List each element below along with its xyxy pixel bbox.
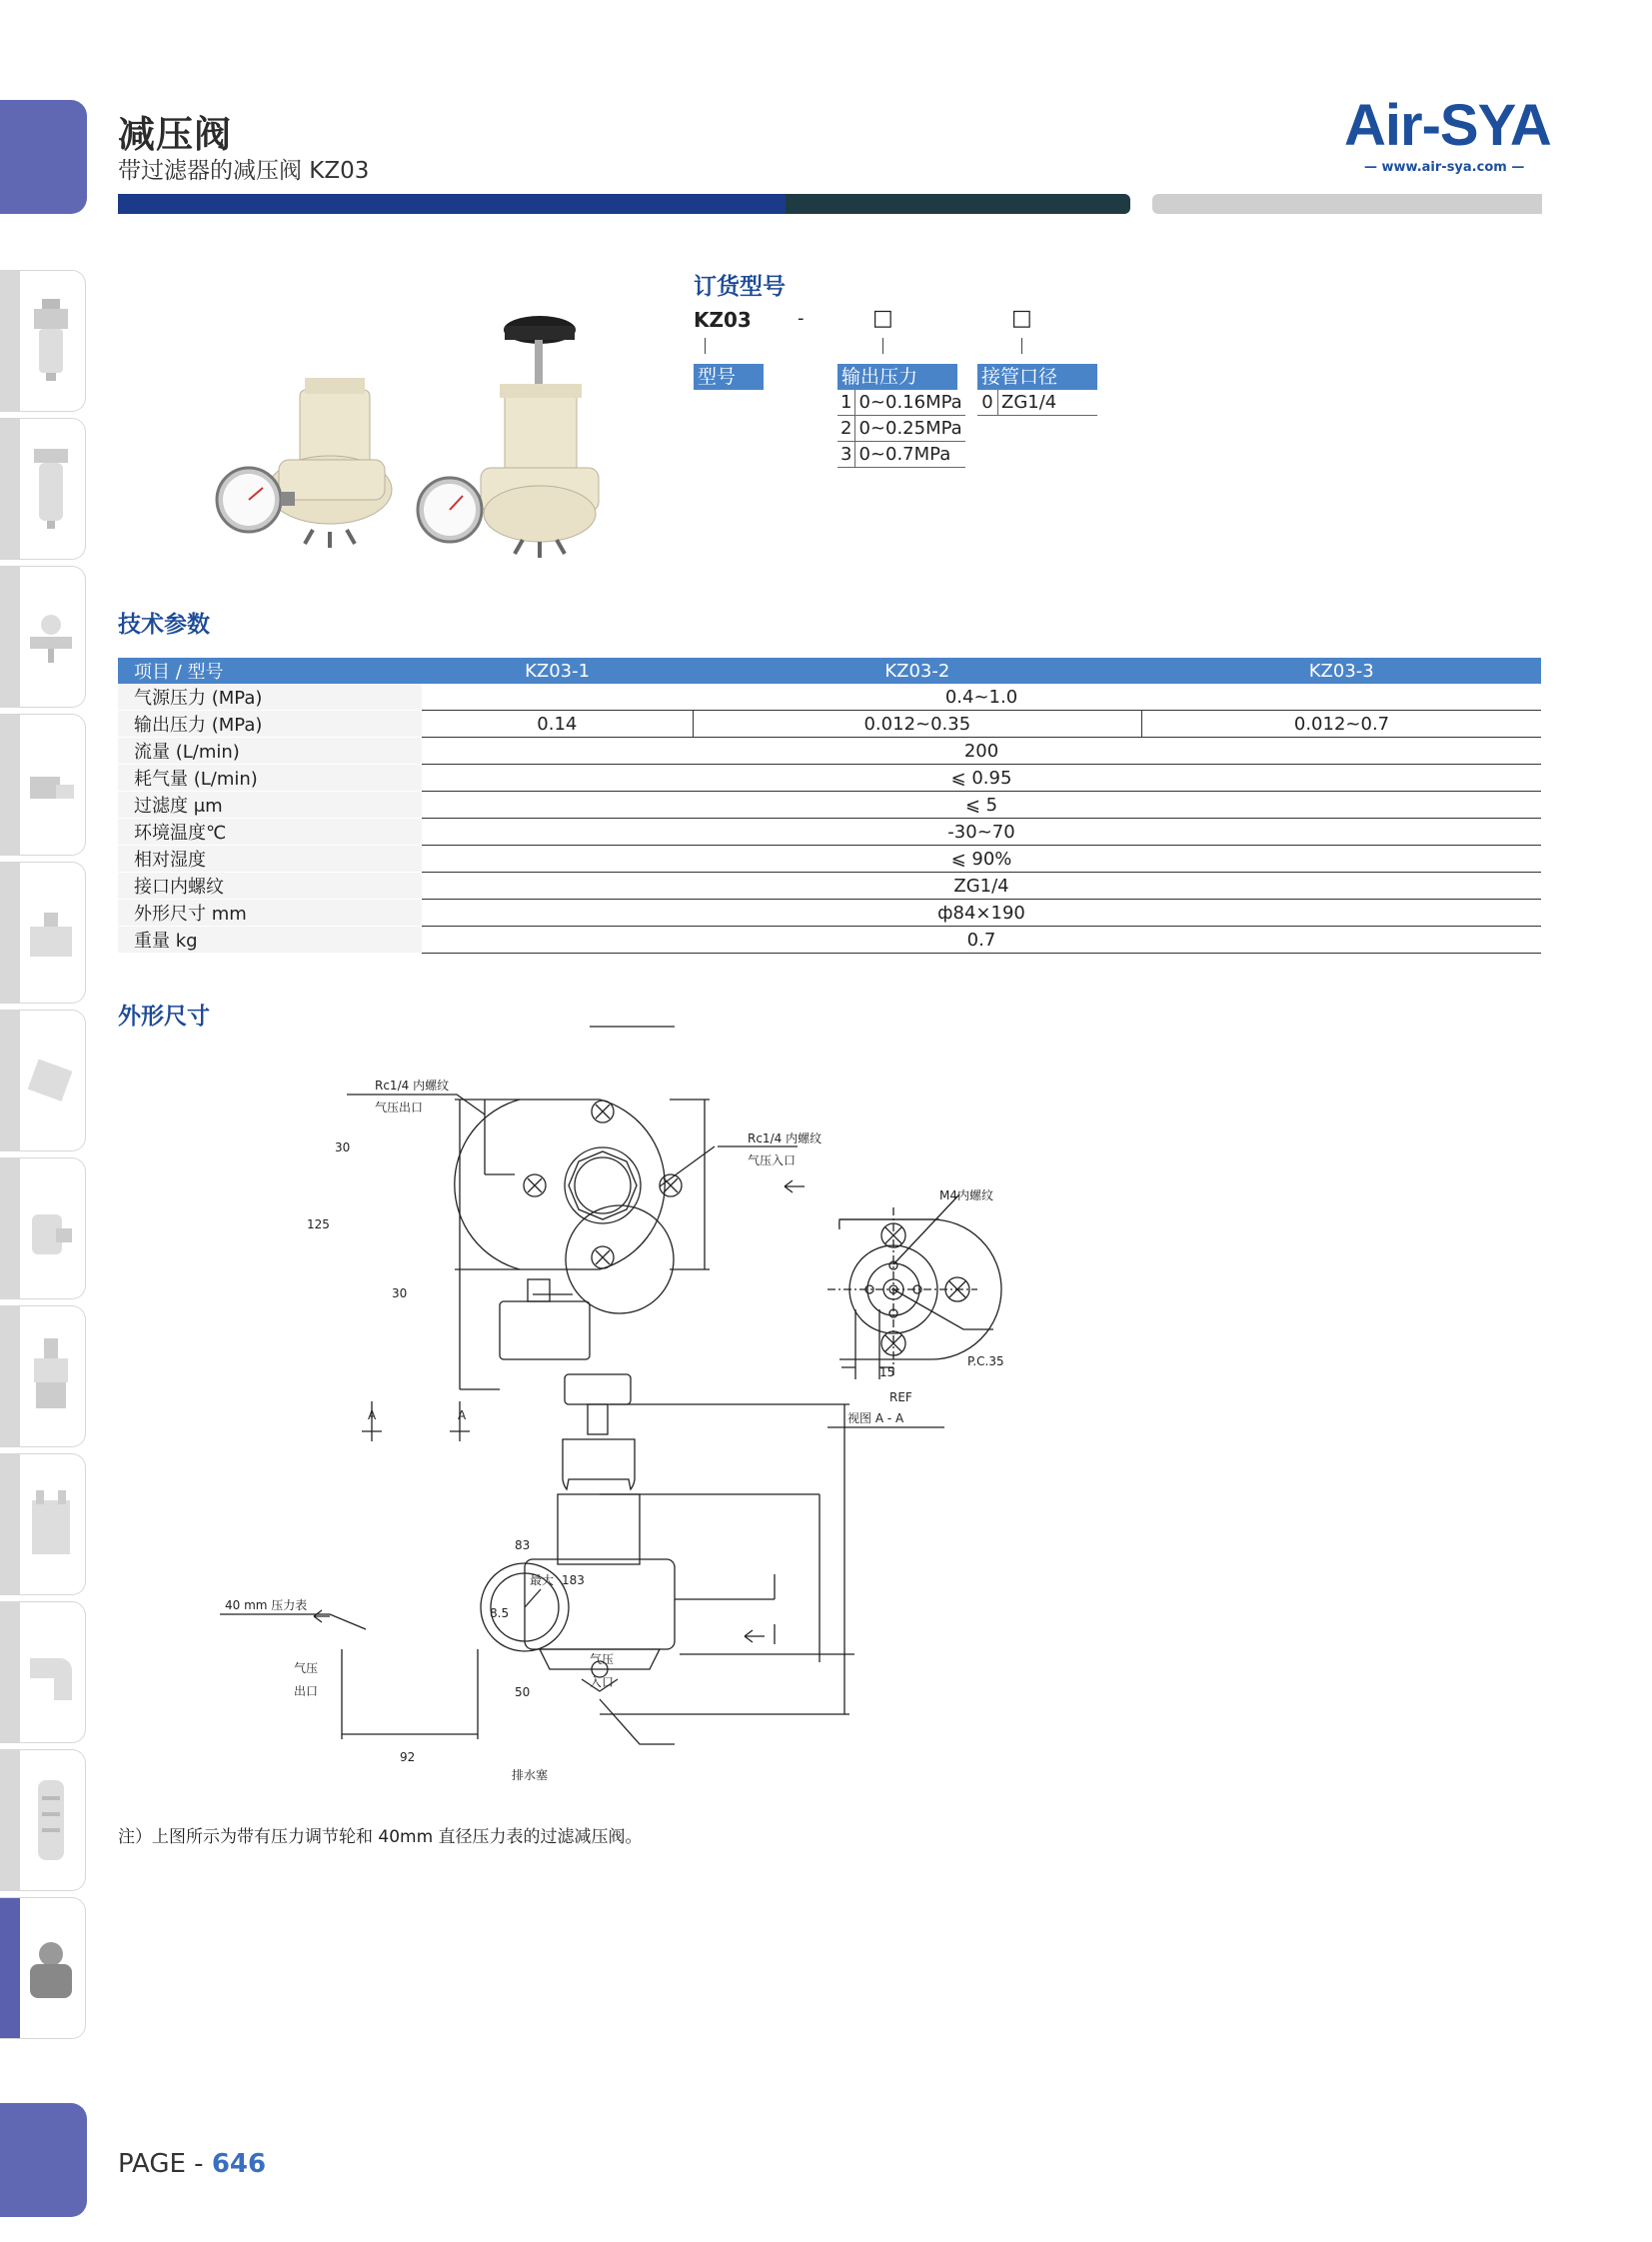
side-tab-valve-5[interactable] [0,1305,86,1447]
pressure-gauge-icon [26,593,76,683]
spec-label: 重量 kg [118,927,422,954]
side-tab-valve-2[interactable] [0,862,86,1004]
dim-8-5: 8.5 [490,1606,510,1620]
spec-row [118,738,1541,765]
figure-note: 注）上图所示为带有压力调节轮和 40mm 直径压力表的过滤减压阀。 [118,1827,643,1847]
spec-value: ZG1/4 [422,873,1541,900]
spec-value: 200 [422,738,1541,765]
side-tab-valve-3[interactable] [0,1010,86,1151]
label-out-name: 气压出口 [375,1101,424,1115]
label-drain: 排水塞 [512,1768,549,1782]
dim-183: 183 [562,1573,585,1587]
dim-92: 92 [400,1750,416,1764]
top-view-flange [455,1100,665,1269]
page-title: 减压阀 [118,113,232,156]
side-tab-filter-regulator[interactable] [0,270,86,412]
product-photo [205,300,645,580]
spec-label: 耗气量 (L/min) [118,765,422,792]
label-m4: M4内螺纹 [939,1188,993,1202]
header-bar-dark [786,194,1130,214]
spec-col-kz03-2: KZ03-2 [693,658,1141,684]
spec-value: ⩽ 90% [422,846,1541,873]
dim-30a: 30 [335,1140,351,1154]
spec-value: 0.012~0.35 [693,711,1141,738]
side-tab-gauge[interactable] [0,566,86,708]
spec-label: 输出压力 (MPa) [118,711,422,738]
spec-col-item: 项目 / 型号 [118,658,422,684]
spec-row [118,765,1541,792]
label-in-name: 气压入口 [748,1153,797,1167]
order-code-heading: 订货型号 [694,274,786,300]
spec-row [118,900,1541,927]
port-options [977,364,1097,416]
option-row [837,390,965,416]
filter-icon [26,445,76,535]
spec-label: 气源压力 (MPa) [118,684,422,711]
spec-value: 0.4~1.0 [422,684,1541,711]
option-row [837,442,965,468]
side-tab-valve-6[interactable] [0,1453,86,1595]
dim-15: 15 [879,1365,895,1379]
spec-label: 流量 (L/min) [118,738,422,765]
type-label: 型号 [694,364,764,390]
page-prefix: PAGE - [118,2149,212,2179]
brand-logo: Air-SYA [1344,93,1551,158]
dim-83: 83 [515,1538,531,1552]
spec-label: 相对湿度 [118,846,422,873]
order-box-pressure: □ [872,306,893,331]
spec-row [118,846,1541,873]
side-tab-silencer[interactable] [0,1749,86,1891]
side-tab-fitting[interactable] [0,1601,86,1743]
side-tab-bottom [0,2103,87,2217]
option-code: 3 [837,442,855,468]
bracket-icon [26,1480,76,1570]
spec-row [118,819,1541,846]
side-tab-valve-4[interactable] [0,1157,86,1299]
page-subtitle: 带过滤器的减压阀 KZ03 [118,158,370,184]
label-view-aa: 视图 A - A [847,1411,904,1425]
pressure-reducer-icon [26,1924,76,2014]
spec-row [118,873,1541,900]
header-bar-blue [118,194,786,214]
label-pc35: P.C.35 [967,1354,1004,1368]
label-out2: 出口 [294,1684,319,1698]
output-pressure-options [837,364,962,468]
connector-line-model [705,338,706,354]
option-value: 0~0.16MPa [855,390,965,416]
page-number [118,2149,266,2179]
label-max: 最大 [530,1573,555,1587]
dim-50: 50 [515,1685,531,1699]
solenoid-icon [26,1037,76,1126]
label-out1: 气压 [294,1661,319,1675]
spec-col-kz03-1: KZ03-1 [422,658,693,684]
spec-value: -30~70 [422,819,1541,846]
option-row [977,390,1097,416]
order-box-port: □ [1011,306,1032,331]
port-label: 接管口径 [977,364,1097,390]
side-tab-pressure-reducer[interactable] [0,1897,86,2039]
spec-col-kz03-3: KZ03-3 [1142,658,1542,684]
product-without-knob [217,378,392,548]
order-model: KZ03 [694,308,752,332]
valve-icon [26,741,76,831]
spec-row [118,684,1541,711]
option-value: 0~0.7MPa [855,442,965,468]
spec-value: 0.012~0.7 [1142,711,1542,738]
product-with-knob [418,316,599,558]
label-in2: 入口 [590,1675,615,1689]
option-code: 0 [977,390,998,416]
label-in1: 气压 [590,1652,615,1666]
spec-row [118,927,1541,954]
actuator-icon [26,1184,76,1274]
spec-header-row [118,658,1541,684]
side-tab-top [0,100,87,214]
option-code: 1 [837,390,855,416]
regulator-icon [26,1332,76,1422]
spec-row [118,792,1541,819]
output-pressure-label: 输出压力 [837,364,957,390]
side-tab-filter[interactable] [0,418,86,560]
manifold-icon [26,889,76,979]
filter-regulator-icon [26,297,76,387]
label-a1: A [368,1408,377,1422]
connector-line-pressure [882,338,883,354]
option-code: 2 [837,416,855,442]
spec-label: 接口内螺纹 [118,873,422,900]
fitting-icon [26,1628,76,1718]
brand-url: — www.air-sya.com — [1364,160,1525,175]
spec-value: ⩽ 5 [422,792,1541,819]
side-tab-valve-1[interactable] [0,714,86,856]
dim-125: 125 [307,1217,330,1231]
spec-table [118,658,1541,954]
header-bar-grey [1152,194,1542,214]
spec-value: 0.14 [422,711,693,738]
option-value: 0~0.25MPa [855,416,965,442]
label-ref: REF [889,1390,912,1404]
spec-value: ⩽ 0.95 [422,765,1541,792]
spec-label: 外形尺寸 mm [118,900,422,927]
specs-heading: 技术参数 [118,612,210,638]
spec-value: 0.7 [422,927,1541,954]
label-gauge: 40 mm 压力表 [225,1598,308,1612]
page-num: 646 [211,2149,267,2179]
spec-value: ф84×190 [422,900,1541,927]
option-row [837,416,965,442]
dimensions-heading: 外形尺寸 [118,1004,210,1030]
spec-row [118,711,1541,738]
view-a-a-drawing [820,1179,1059,1489]
spec-label: 环境温度℃ [118,819,422,846]
spec-label: 过滤度 μm [118,792,422,819]
option-value: ZG1/4 [998,390,1098,416]
label-rc-in: Rc1/4 内螺纹 [748,1131,823,1145]
label-a2: A [458,1408,467,1422]
connector-line-port [1021,338,1022,354]
label-rc-out: Rc1/4 内螺纹 [375,1079,450,1093]
silencer-icon [26,1776,76,1866]
dim-30b: 30 [392,1286,408,1300]
order-dash: - [798,308,805,329]
